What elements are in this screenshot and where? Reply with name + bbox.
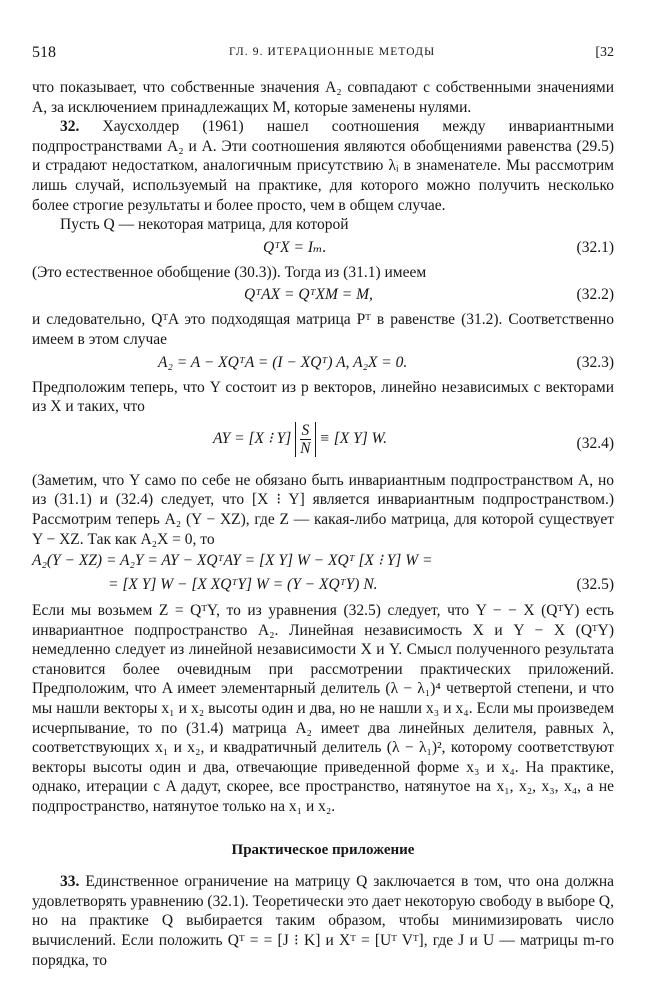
equation-32-2 — [32, 285, 614, 307]
equation-32-1 — [32, 238, 614, 260]
section-heading: Практическое приложение — [231, 841, 415, 858]
equation-32-3-formula: A₂ = A − XQᵀA = (I − XQᵀ) A, A₂X = 0. — [158, 353, 408, 371]
page-body — [32, 78, 614, 970]
section-mark: [32 — [595, 45, 614, 60]
section-number-33: 33. — [60, 873, 80, 891]
equation-32-5-line2: = [X Y] W − [X XQᵀY] W = (Y − XQᵀY) N. — [108, 576, 378, 594]
equation-32-4-block-matrix — [295, 422, 315, 457]
paragraph-generalization: (Это естественное обобщение (30.3)). Тогда из (31.1) имеем — [32, 263, 427, 281]
equation-32-4 — [32, 420, 614, 468]
equation-32-4-formula — [213, 422, 387, 457]
paragraph-continuation: что показывает, что собственные значения A₂ совпадают с собственными значениями A, за исключением принадлежащих M, которые заменены нулями. — [32, 79, 614, 116]
paragraph-suppose-y: Предположим теперь, что Y состоит из p векторов, линейно независимых с векторами из X и таких, что — [32, 378, 614, 416]
section-number-32: 32. — [60, 118, 80, 136]
equation-32-1-number: (32.1) — [576, 238, 614, 256]
equation-32-5-number: (32.5) — [576, 576, 614, 594]
paragraph-if-we-take-z: Если мы возьмем Z = QᵀY, то из уравнения (32.5) следует, что Y − − X (QᵀY) есть инвариантное подпространство A₂. Линейная независимость X и Y − X (QᵀY) немедленно следует из линейной независимости X и Y. Смысл полученного результата становится более очевидным при рассмотрении практических приложений. Предположим, что A имеет элементарный делитель (λ − λ₁)⁴ четвертой степени, и что мы нашли векторы x₁ и x₂ высоты один и два, но не нашли x₃ и x₄. Если мы произведем исчерпывание, то по (31.4) матрица A₂ имеет два линейных делителя, равных λ, соответствующих x₁ и x₂, и квадратичный делитель (λ − λ₁)², которому соответствуют векторы высоты один и два, отвечающие приведенной форме x₃ и x₄. На практике, однако, итерации с A дадут, скорее, все пространство, натянутое на x₁, x₂, x₃, x₄, а не подпространство, натянутое только на x₁ и x₂. — [32, 602, 614, 816]
equation-32-5-line1: A₂(Y − XZ) = A₂Y = AY − XQᵀAY = [X Y] W − XQᵀ [X ⁝ Y] W = — [32, 552, 433, 570]
page-header — [32, 44, 614, 66]
equation-32-3-number: (32.3) — [576, 353, 614, 371]
equation-32-4-top: S — [301, 421, 310, 439]
paragraph-let-q: Пусть Q — некоторая матрица, для которой — [60, 216, 349, 234]
equation-32-1-formula: QᵀX = Iₘ. — [263, 238, 327, 256]
equation-32-2-formula: QᵀAX = QᵀXM = M, — [244, 286, 373, 304]
equation-32-5 — [32, 551, 614, 597]
equation-32-4-number: (32.4) — [576, 434, 614, 452]
paragraph-32-text: Хаусхолдер (1961) нашел соотношения между инвариантными подпространствами A₂ и A. Эти соотношения являются обобщениями равенства (29.5) и страдают недостатком, аналогичным присутствию λᵢ в знаменателе. Мы рассмотрим лишь случай, используемый на практике, для которого можно получить несколько более строгие результаты и более просто, чем в общем случае. — [32, 118, 614, 214]
paragraph-33 — [32, 872, 614, 970]
paragraph-33-text: Единственное ограничение на матрицу Q заключается в том, что она должна удовлетворять уравнению (32.1). Теоретически это дает некоторую свободу в выборе Q, но на практике Q выбирается таким образом, чтобы минимизировать число вычислений. Если положить Qᵀ = = [J ⁝ K] и Xᵀ = [Uᵀ Vᵀ], где J и U — матрицы m-го порядка, то — [32, 873, 614, 969]
page-number: 518 — [32, 44, 56, 61]
paragraph-consequently: и следовательно, QᵀA это подходящая матрица Pᵀ в равенстве (31.2). Соответственно имеем в этом случае — [32, 311, 614, 348]
equation-32-2-number: (32.2) — [576, 286, 614, 304]
equation-32-3 — [32, 353, 614, 375]
equation-32-4-right: ≡ [X Y] W. — [319, 429, 387, 447]
equation-32-4-bottom: N — [300, 439, 311, 457]
paragraph-32 — [32, 117, 614, 215]
running-title: ГЛ. 9. ИТЕРАЦИОННЫЕ МЕТОДЫ — [229, 46, 436, 58]
paragraph-note-y: (Заметим, что Y само по себе не обязано быть инвариантным подпространством A, но из (31.1) и (32.4) следует, что [X ⁝ Y] является инвариантным подпространством.) Рассмотрим теперь A₂ (Y − XZ), где Z — какая-либо матрица, для которой существует Y − XZ. Так как A₂X = 0, то — [32, 471, 614, 548]
equation-32-4-left: AY = [X ⁝ Y] — [213, 429, 292, 447]
